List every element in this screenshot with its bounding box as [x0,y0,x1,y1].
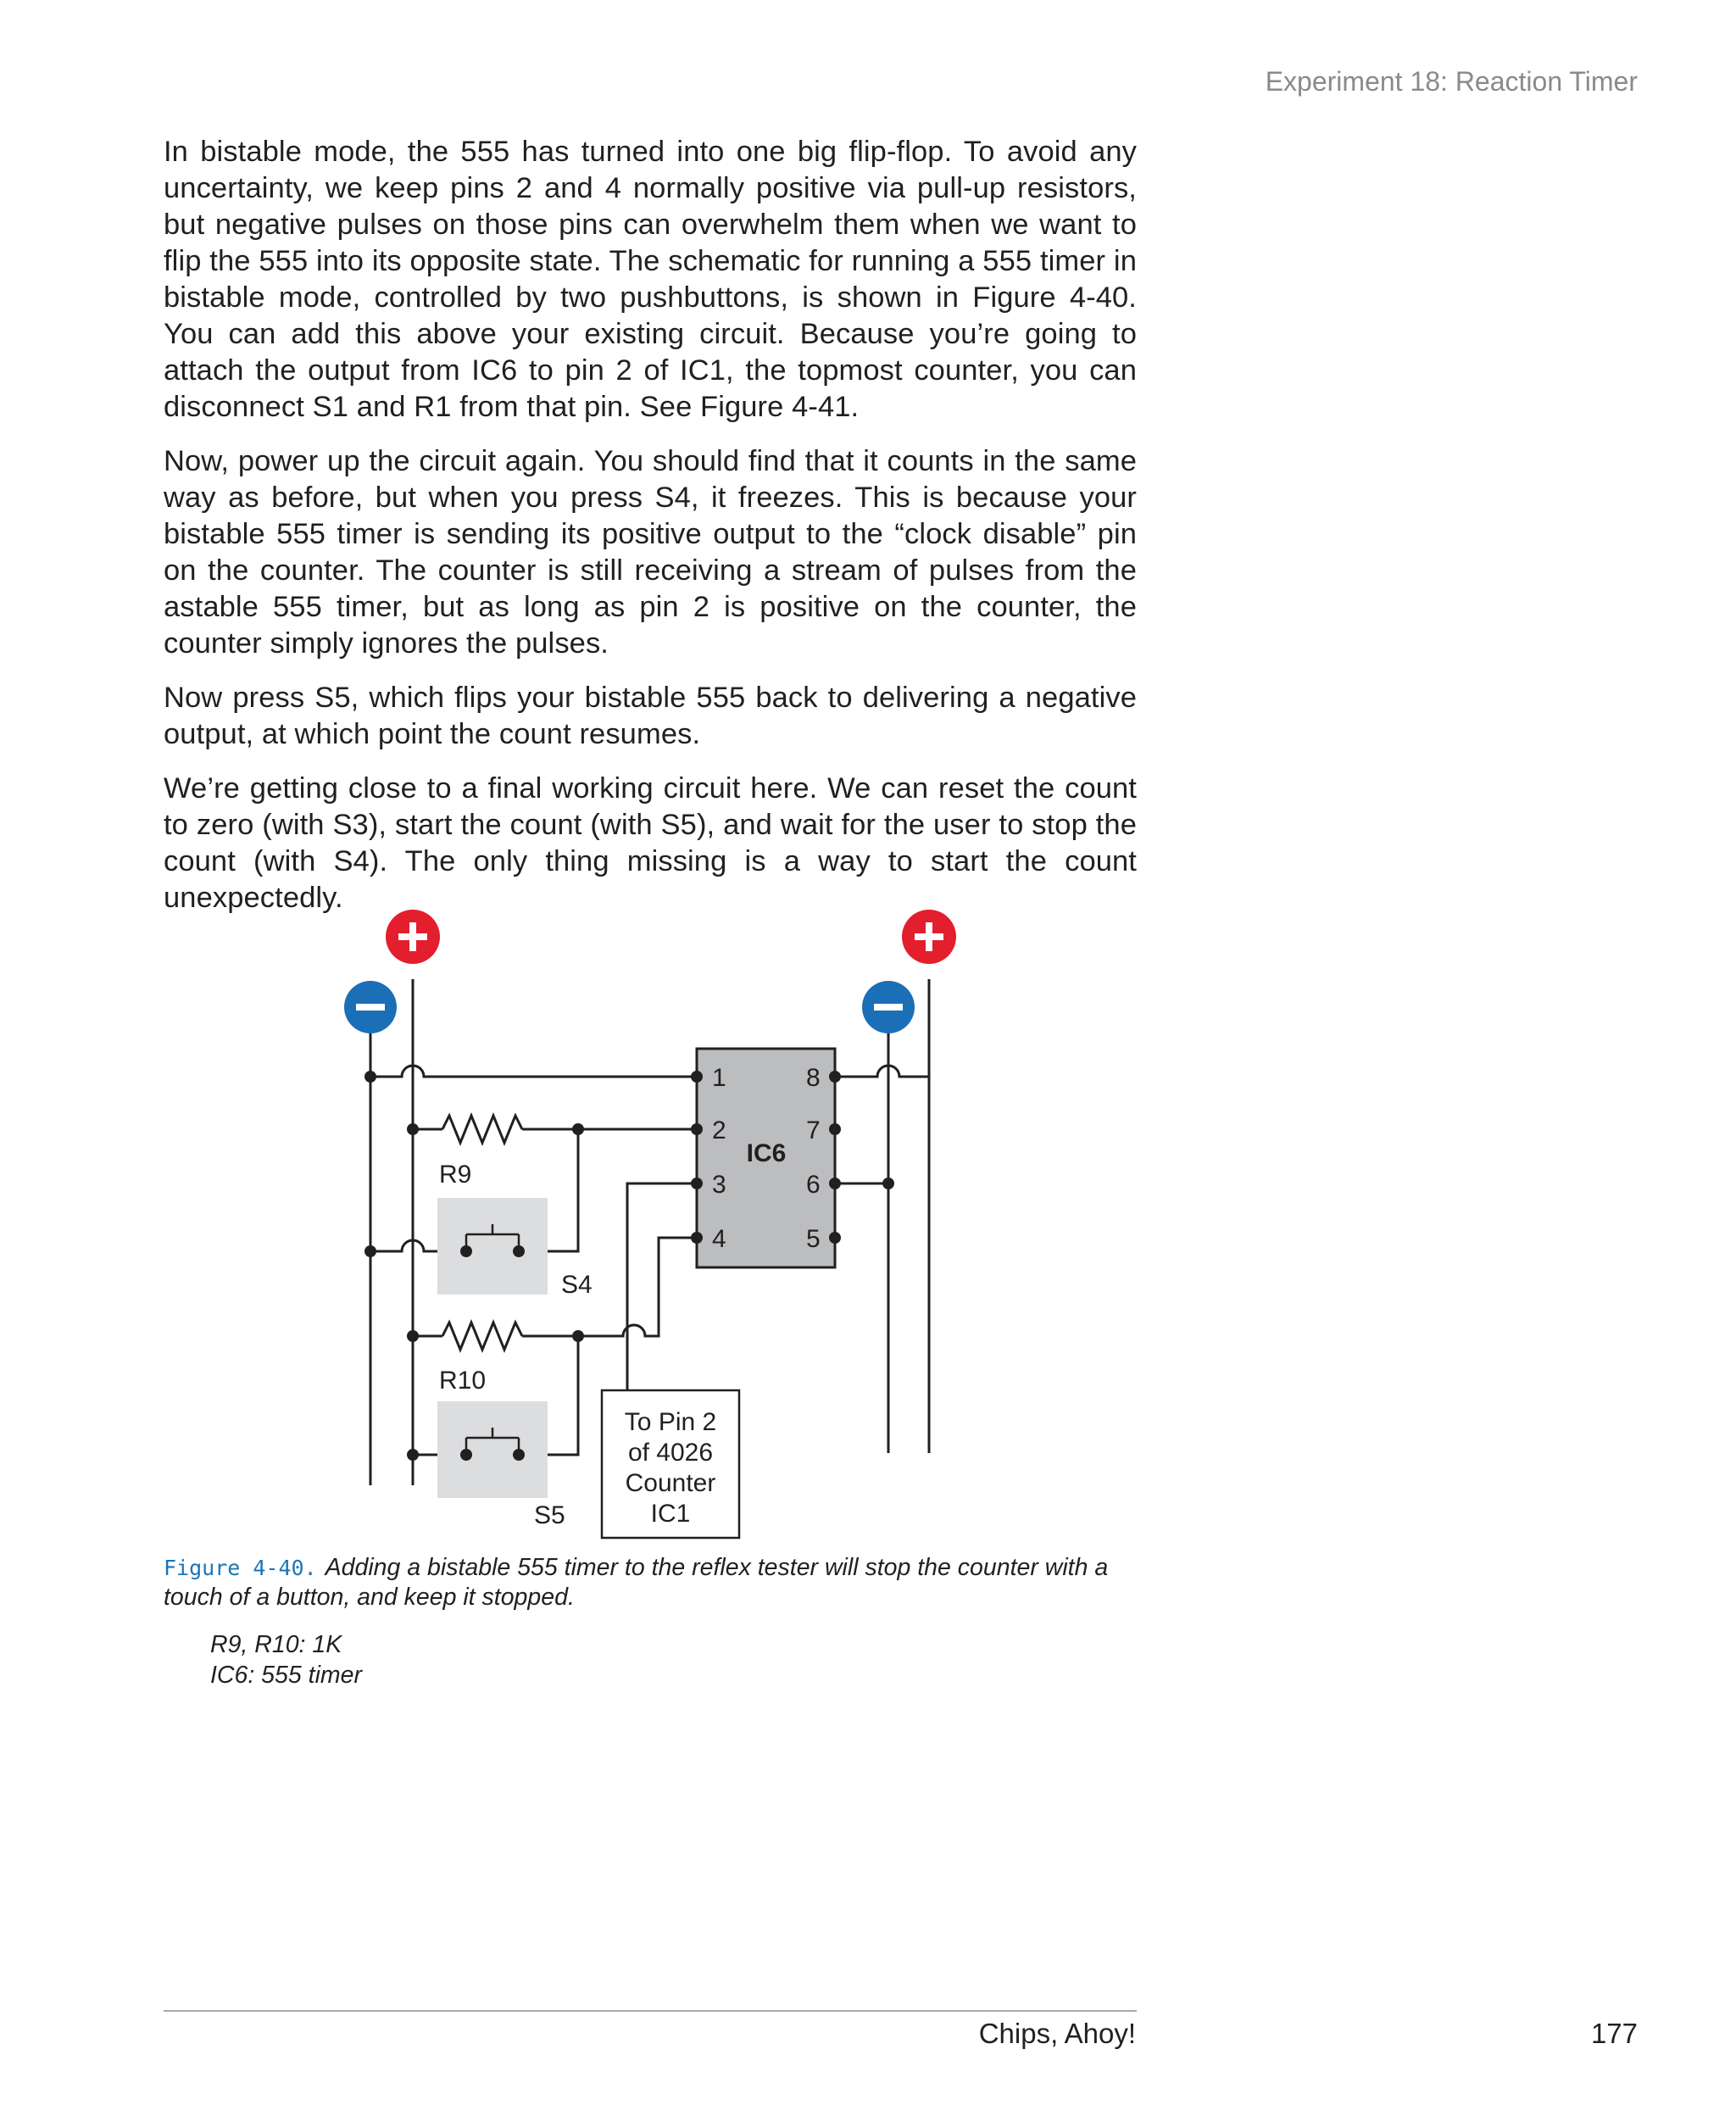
parts-list-item: IC6: 555 timer [210,1662,362,1689]
junction-dot [407,1449,419,1461]
minus-icon [862,981,915,1033]
paragraph: In bistable mode, the 555 has turned into one big flip-flop. To avoid any uncertainty, we keep pins 2 and 4 normally positive via pull-up resistors, but negative pulses on those pins can overwhelm them when we want to flip the 555 into its opposite state. The schematic for running a 555 timer in bistable mode, controlled by two pushbuttons, is shown in Figure 4-40. You can add this above your existing circuit. Because you’re going to attach the output from IC6 to pin 2 of IC1, the topmost counter, you can disconnect S1 and R1 from that pin. See Figure 4-41. [164,136,1137,423]
paragraph: Now press S5, which flips your bistable 555 back to delivering a negative output, at which point the count resumes. [164,682,1137,750]
resistor-r10-zigzag [442,1322,522,1350]
footer-title: Chips, Ahoy! [978,2018,1136,2049]
junction-dot [572,1330,584,1342]
output-box-line: of 4026 [627,1439,714,1467]
output-box-line: IC1 [650,1500,691,1528]
switch-s5-label: S5 [534,1501,565,1529]
junction-dot [407,1330,419,1342]
paragraph: Now, power up the circuit again. You should find that it counts in the same way as before, but when you press S4, it freezes. This is because your bistable 555 timer is sending its positive output to the “clock disable” pin on the counter. The counter is still receiving a stream of pulses from the astable 555 timer, but as long as pin 2 is positive on the counter, the counter simply ignores the pulses. [164,445,1137,660]
plus-icon [386,910,440,964]
parts-list-item: R9, R10: 1K [210,1631,342,1658]
pin-label: 4 [712,1225,726,1253]
wire-pin8 [835,1066,929,1077]
caption-text: Adding a bistable 555 timer to the reflex tester will stop the counter with a touch of a button, and keep it stopped. [164,1554,1109,1611]
figure-caption [164,1553,1138,1612]
pin-label: 7 [806,1116,821,1144]
junction-dot [829,1232,841,1244]
junction-dot [882,1178,894,1189]
resistor-r10-label: R10 [439,1367,487,1395]
figure-label: Figure 4-40. [164,1556,317,1580]
junction-dot [691,1232,703,1244]
pin-label: 8 [806,1064,821,1092]
junction-dot [691,1071,703,1083]
wire-pin3 [627,1183,697,1390]
output-box-line: Counter [625,1469,716,1497]
minus-icon [344,981,397,1033]
schematic-diagram [331,907,992,1551]
schematic-figure [331,907,992,1551]
junction-dot [829,1123,841,1135]
junction-dot [829,1071,841,1083]
body-text [164,134,1137,934]
resistor-r9-label: R9 [439,1161,472,1189]
switch-s5-body [437,1401,548,1498]
plus-icon [902,910,956,964]
junction-dot [572,1123,584,1135]
output-box-line: To Pin 2 [624,1408,717,1436]
junction-dot [364,1071,376,1083]
resistor-r9-zigzag [442,1116,522,1143]
junction-dot [829,1178,841,1189]
pin-label: 3 [712,1171,726,1199]
junction-dot [513,1245,525,1257]
ic6-label: IC6 [746,1139,787,1167]
switch-s4-body [437,1198,548,1295]
parts-list [210,1629,362,1690]
junction-dot [691,1178,703,1189]
pin-label: 5 [806,1225,821,1253]
junction-dot [460,1449,472,1461]
paragraph: We’re getting close to a final working circuit here. We can reset the count to zero (with S3), start the count (with S5), and wait for the user to stop the count (with S4). The only thing missing is a way to start the count unexpectedly. [164,772,1137,914]
footer-rule [164,2010,1137,2012]
junction-dot [691,1123,703,1135]
switch-s4-label: S4 [561,1271,593,1299]
running-head: Experiment 18: Reaction Timer [1265,66,1638,97]
wire-pin1 [370,1066,697,1077]
pin-label: 6 [806,1171,821,1199]
pin-label: 2 [712,1116,726,1144]
pin-label: 1 [712,1064,726,1092]
junction-dot [460,1245,472,1257]
junction-dot [364,1245,376,1257]
junction-dot [513,1449,525,1461]
junction-dot [407,1123,419,1135]
page-number: 177 [1590,2018,1638,2049]
